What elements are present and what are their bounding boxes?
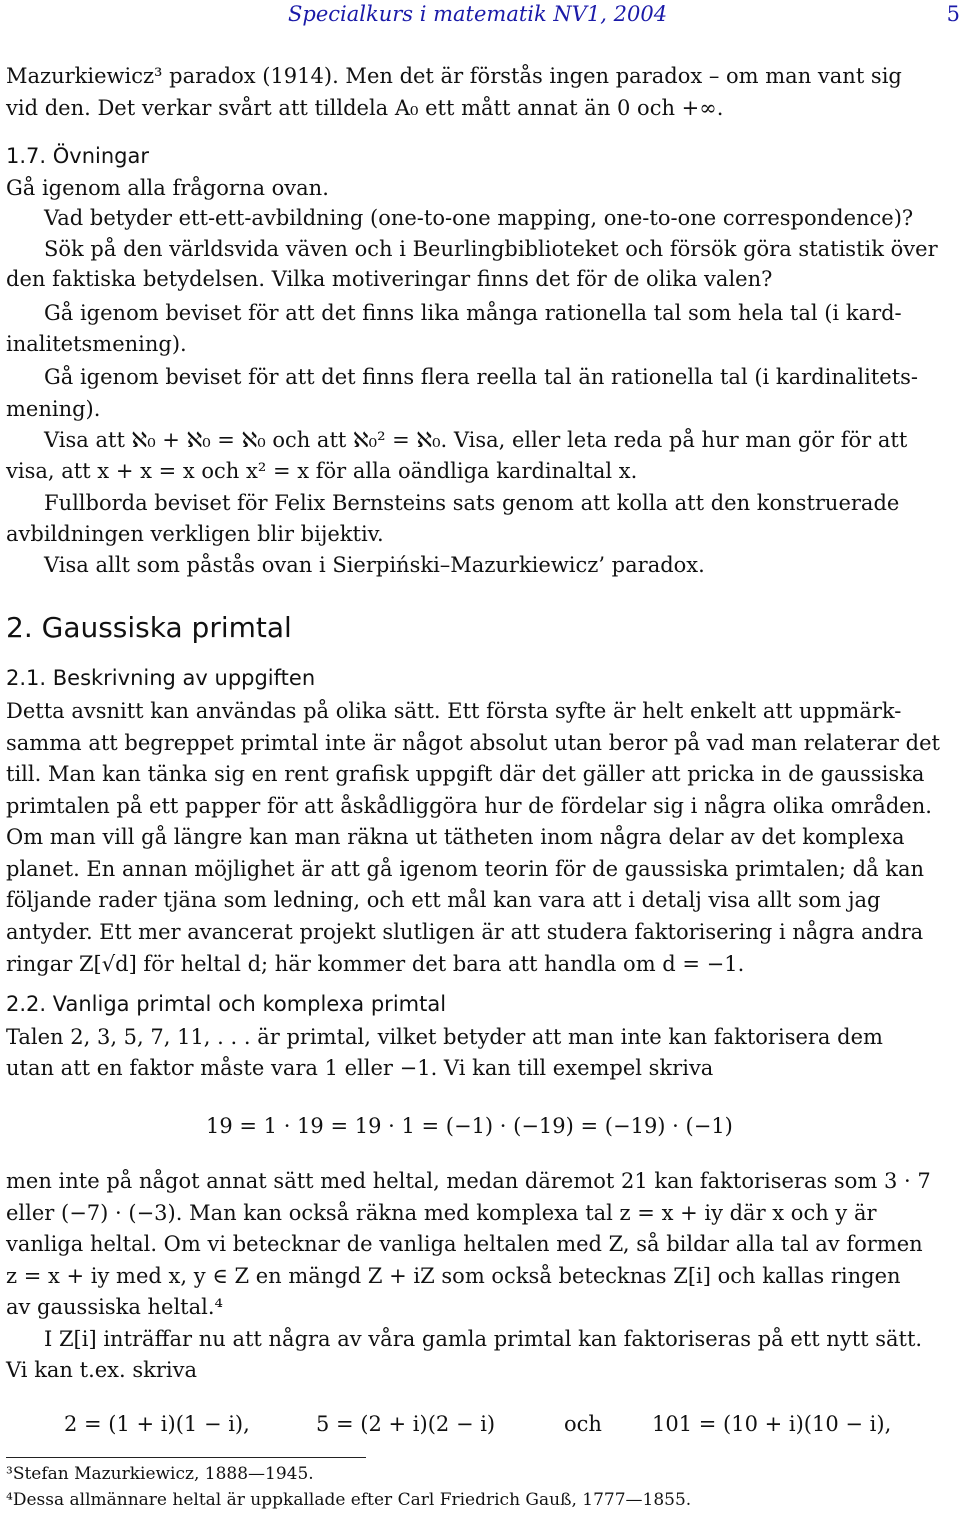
paragraph-line: antyder. Ett mer avancerat projekt slutligen är att studera faktorisering i några andra [6, 920, 924, 944]
paragraph-line: Talen 2, 3, 5, 7, 11, . . . är primtal, vilket betyder att man inte kan faktorisera dem [6, 1025, 883, 1049]
exercise-line: Gå igenom beviset för att det finns flera reella tal än rationella tal (i kardinalitets- [44, 365, 919, 389]
section-heading-2: 2. Gaussiska primtal [6, 611, 292, 644]
paragraph-line: utan att en faktor måste vara 1 eller −1. Vi kan till exempel skriva [6, 1056, 714, 1080]
paragraph-line: vanliga heltal. Om vi betecknar de vanliga heltalen med Z, så bildar alla tal av formen [6, 1232, 923, 1256]
paragraph-line: till. Man kan tänka sig en rent grafisk uppgift där det gäller att pricka in de gaussiska [6, 762, 925, 786]
intro-line-2: vid den. Det verkar svårt att tilldela A₀ ett mått annat än 0 och +∞. [6, 96, 724, 120]
exercise-line: visa, att x + x = x och x² = x för alla oändliga kardinaltal x. [6, 459, 638, 483]
exercise-line: Fullborda beviset för Felix Bernsteins sats genom att kolla att den konstruerade [44, 491, 900, 515]
exercise-line: inalitetsmening). [6, 332, 187, 356]
document-page [6, 0, 958, 1515]
equation-connector: och [564, 1412, 602, 1436]
paragraph-line: planet. En annan möjlighet är att gå igenom teorin för de gaussiska primtalen; då kan [6, 857, 925, 881]
exercise-line: Gå igenom alla frågorna ovan. [6, 176, 329, 200]
running-title: Specialkurs i matematik NV1, 2004 [288, 2, 668, 26]
intro-line-1: Mazurkiewicz³ paradox (1914). Men det är förstås ingen paradox – om man vant sig [6, 64, 902, 88]
paragraph-line: primtalen på ett papper för att åskådliggöra hur de fördelar sig i några olika områden. [6, 794, 932, 818]
exercise-line: Visa allt som påstås ovan i Sierpiński–Mazurkiewicz’ paradox. [44, 553, 705, 577]
paragraph-line: samma att begreppet primtal inte är något absolut utan beror på vad man relaterar det [6, 731, 940, 755]
equation-19: 19 = 1 · 19 = 19 · 1 = (−1) · (−19) = (−19) · (−1) [206, 1114, 733, 1138]
exercise-line: den faktiska betydelsen. Vilka motiveringar finns det för de olika valen? [6, 267, 773, 291]
paragraph-line: z = x + iy med x, y ∈ Z en mängd Z + iZ som också betecknas Z[i] och kallas ringen [6, 1264, 901, 1288]
exercise-line: mening). [6, 397, 101, 421]
paragraph-line: eller (−7) · (−3). Man kan också räkna med komplexa tal z = x + iy där x och y är [6, 1201, 877, 1225]
paragraph-line: av gaussiska heltal.⁴ [6, 1295, 223, 1319]
exercise-line: Gå igenom beviset för att det finns lika många rationella tal som hela tal (i kard- [44, 301, 902, 325]
footnote-3: ³Stefan Mazurkiewicz, 1888—1945. [6, 1464, 314, 1484]
exercise-line: Vad betyder ett-ett-avbildning (one-to-one mapping, one-to-one correspondence)? [44, 206, 914, 230]
paragraph-line: I Z[i] inträffar nu att några av våra gamla primtal kan faktoriseras på ett nytt sätt. [44, 1327, 923, 1351]
equation-factor-101: 101 = (10 + i)(10 − i), [652, 1412, 892, 1436]
page-number: 5 [946, 2, 960, 26]
exercise-line: Sök på den världsvida väven och i Beurlingbiblioteket och försök göra statistik över [44, 237, 938, 261]
exercise-line: avbildningen verkligen blir bijektiv. [6, 522, 384, 546]
exercise-line: Visa att ℵ₀ + ℵ₀ = ℵ₀ och att ℵ₀² = ℵ₀. Visa, eller leta reda på hur man gör för att [44, 428, 908, 452]
paragraph-line: ringar Z[√d] för heltal d; här kommer det bara att handla om d = −1. [6, 952, 745, 976]
equation-factor-2: 2 = (1 + i)(1 − i), [64, 1412, 250, 1436]
paragraph-line: men inte på något annat sätt med heltal, medan däremot 21 kan faktoriseras som 3 · 7 [6, 1169, 931, 1193]
subsection-heading-2-1: 2.1. Beskrivning av uppgiften [6, 666, 316, 690]
equation-factor-5: 5 = (2 + i)(2 − i) [316, 1412, 496, 1436]
section-heading-1-7: 1.7. Övningar [6, 144, 149, 168]
paragraph-line: Detta avsnitt kan användas på olika sätt. Ett första syfte är helt enkelt att uppmärk- [6, 699, 902, 723]
footnote-rule [6, 1457, 366, 1458]
subsection-heading-2-2: 2.2. Vanliga primtal och komplexa primtal [6, 992, 447, 1016]
paragraph-line: Vi kan t.ex. skriva [6, 1358, 198, 1382]
paragraph-line: Om man vill gå längre kan man räkna ut tätheten inom några delar av det komplexa [6, 825, 905, 849]
paragraph-line: följande rader tjäna som ledning, och ett mål kan vara att i detalj visa allt som jag [6, 888, 881, 912]
footnote-4: ⁴Dessa allmännare heltal är uppkallade efter Carl Friedrich Gauß, 1777—1855. [6, 1490, 692, 1510]
